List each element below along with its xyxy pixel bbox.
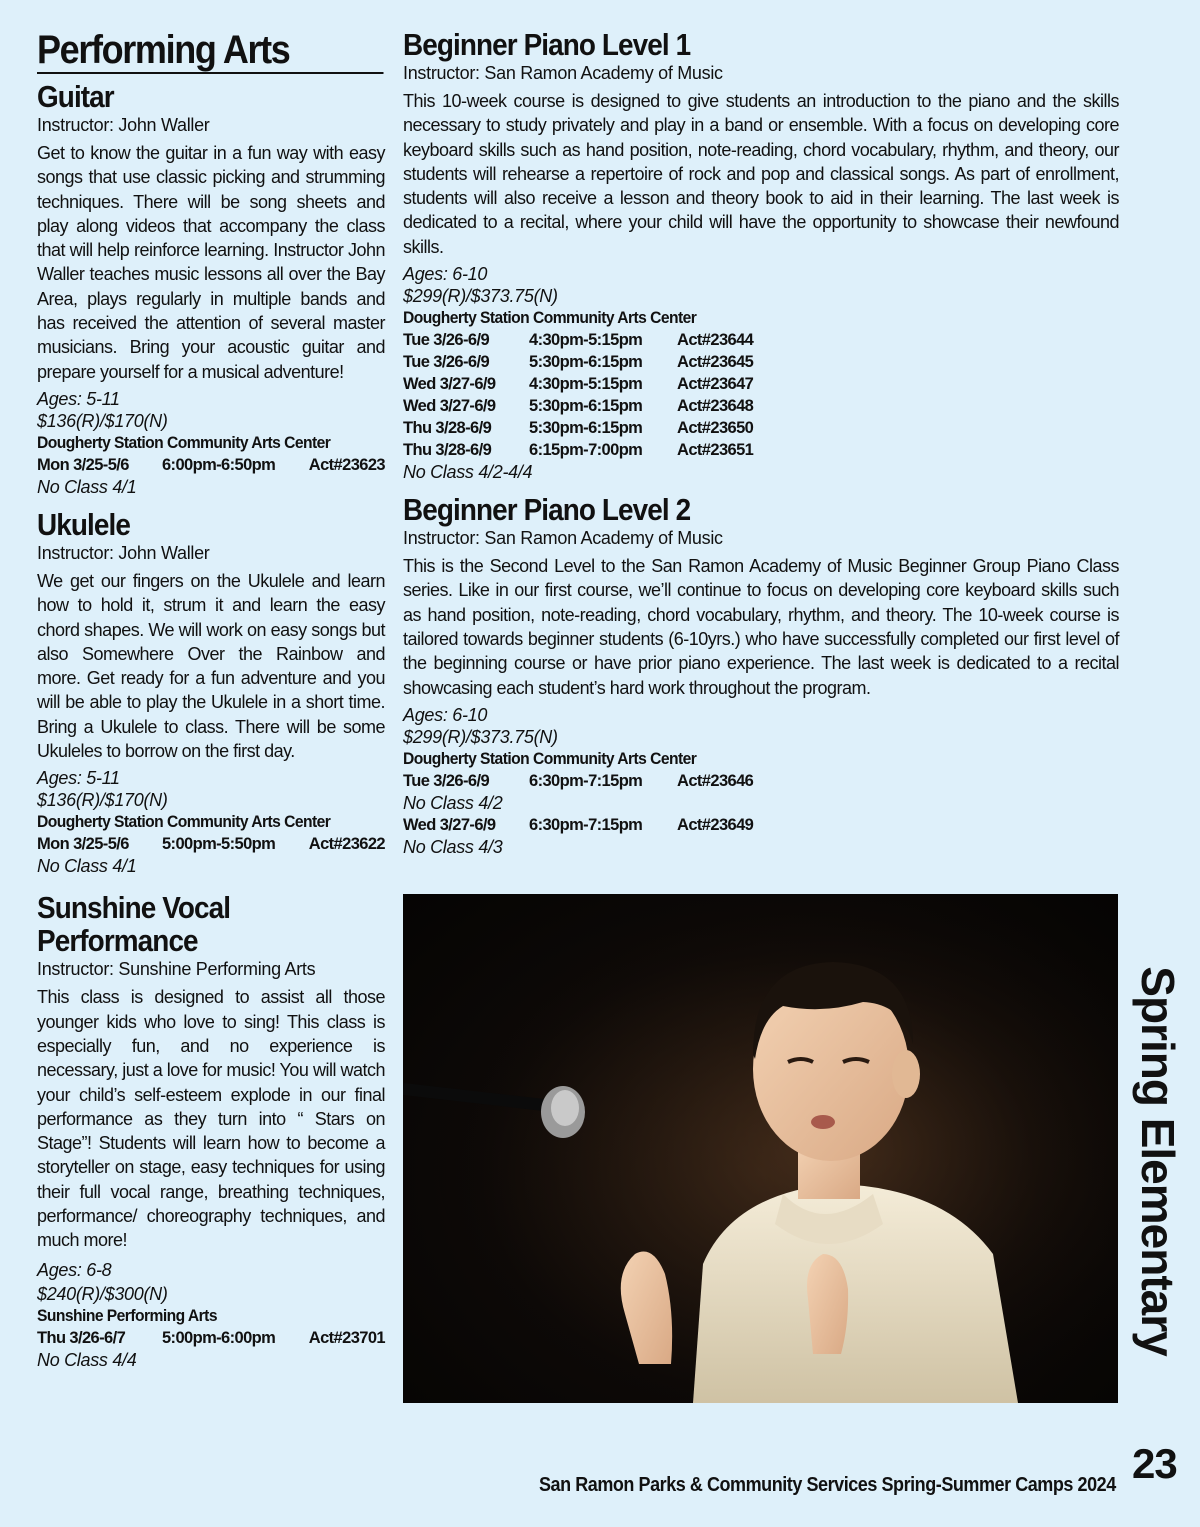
session-row xyxy=(403,395,1119,417)
course-price: $136(R)/$170(N) xyxy=(37,790,168,811)
ear xyxy=(892,1050,920,1098)
mic-highlight xyxy=(551,1090,579,1126)
session-act-number: Act#23645 xyxy=(677,353,754,372)
course-location: Dougherty Station Community Arts Center xyxy=(37,812,331,832)
left-column xyxy=(37,28,385,1377)
course-instructor: Instructor: John Waller xyxy=(37,542,210,563)
session-act-number: Act#23648 xyxy=(677,397,754,416)
session-time: 5:30pm-6:15pm xyxy=(529,397,643,416)
course-instructor: Instructor: Sunshine Performing Arts xyxy=(37,959,316,980)
right-column xyxy=(403,28,1119,864)
course-price: $240(R)/$300(N) xyxy=(37,1283,168,1304)
session-date: Mon 3/25-5/6 xyxy=(37,455,129,474)
course-title: Ukulele xyxy=(37,506,130,542)
session-row xyxy=(403,439,1119,461)
no-class-note: No Class 4/4 xyxy=(37,1349,137,1370)
section-title: Performing Arts xyxy=(37,28,384,74)
session-time: 5:30pm-6:15pm xyxy=(529,353,643,372)
no-class-note: No Class 4/1 xyxy=(37,856,137,877)
photo-illustration xyxy=(403,894,1118,1403)
course-ages: Ages: 6-10 xyxy=(403,704,488,725)
session-time: 4:30pm-5:15pm xyxy=(529,375,643,394)
course-description: This is the Second Level to the San Ramon Academy of Music Beginner Group Piano Class series. Like in our first course, we’ll continue to focus on developing core keyboard skills such as hand position, note-reading, chord vocabulary, rhythm, and theory. The 10-week course is tailored towards beginner students (6-10yrs.) who have successfully completed our first level of the beginning course or have prior piano experience. The last week is dedicated to a recital showcasing each student’s hard work throughout the program. xyxy=(403,556,1119,698)
session-act-number: Act#23622 xyxy=(308,835,385,854)
session-time: 4:30pm-5:15pm xyxy=(529,331,643,350)
course-title: Guitar xyxy=(37,79,114,114)
session-date: Thu 3/26-6/7 xyxy=(37,1328,126,1347)
right-hand xyxy=(807,1254,848,1354)
session-date: Thu 3/28-6/9 xyxy=(403,441,492,460)
session-date: Tue 3/26-6/9 xyxy=(403,771,490,790)
side-tab xyxy=(1128,948,1188,1373)
course-location: Dougherty Station Community Arts Center xyxy=(37,432,331,452)
session-time: 6:00pm-6:50pm xyxy=(161,455,276,474)
course-guitar xyxy=(37,80,385,498)
session-row xyxy=(37,833,385,855)
course-beginner-piano-1 xyxy=(403,28,1119,483)
course-instructor: Instructor: John Waller xyxy=(37,115,210,135)
session-time: 6:30pm-7:15pm xyxy=(529,815,643,834)
session-row xyxy=(403,417,1119,439)
session-act-number: Act#23651 xyxy=(677,441,754,460)
course-location: Sunshine Performing Arts xyxy=(37,1305,217,1325)
no-class-note: No Class 4/2 xyxy=(403,792,503,813)
boy-singing-photo xyxy=(403,894,1118,1403)
course-sunshine-vocal xyxy=(37,891,385,1370)
session-row xyxy=(403,373,1119,395)
course-title: Sunshine Vocal Performance xyxy=(37,890,231,959)
session-row xyxy=(37,454,385,476)
course-ages: Ages: 5-11 xyxy=(37,388,120,409)
footer-text: San Ramon Parks & Community Services Spring-Summer Camps 2024 xyxy=(539,1474,1116,1496)
session-act-number: Act#23644 xyxy=(677,331,754,350)
course-instructor: Instructor: San Ramon Academy of Music xyxy=(403,528,723,549)
session-time: 5:30pm-6:15pm xyxy=(529,419,643,438)
session-act-number: Act#23649 xyxy=(677,815,754,834)
session-act-number: Act#23650 xyxy=(677,419,754,438)
session-date: Wed 3/27-6/9 xyxy=(403,375,496,394)
session-row xyxy=(37,1327,385,1349)
course-location: Dougherty Station Community Arts Center xyxy=(403,748,697,768)
session-date: Wed 3/27-6/9 xyxy=(403,815,496,834)
course-instructor: Instructor: San Ramon Academy of Music xyxy=(403,63,723,83)
course-location: Dougherty Station Community Arts Center xyxy=(403,308,697,328)
course-ukulele xyxy=(37,508,385,877)
course-price: $136(R)/$170(N) xyxy=(37,410,168,431)
course-description: This class is designed to assist all those younger kids who love to sing! This class is especially fun, and no experience is necessary, just a love for music! You will watch your child’s self-esteem explode in our final performance as they turn into “ Stars on Stage”! Students will learn how to become a storyteller on stage, easy techniques for using their full vocal range, breathing techniques, performance/ choreography techniques, and much more! xyxy=(37,987,385,1251)
no-class-note: No Class 4/1 xyxy=(37,476,137,497)
mouth xyxy=(811,1115,835,1129)
session-row xyxy=(403,329,1119,351)
session-row xyxy=(403,814,1119,836)
course-beginner-piano-2 xyxy=(403,493,1119,858)
session-date: Wed 3/27-6/9 xyxy=(403,397,496,416)
course-price: $299(R)/$373.75(N) xyxy=(403,286,558,307)
course-description: Get to know the guitar in a fun way with easy songs that use classic picking and strumming techniques. There will be song sheets and play along videos that accompany the class that will help reinforce learning. Instructor John Waller teaches music lessons all over the Bay Area, plays regularly in multiple bands and has received the attention of several master musicians. Bring your acoustic guitar and prepare yourself for a musical adventure! xyxy=(37,143,385,382)
course-ages: Ages: 6-8 xyxy=(37,1259,112,1280)
session-time: 5:00pm-6:00pm xyxy=(161,1328,276,1347)
session-date: Mon 3/25-5/6 xyxy=(37,835,129,854)
session-act-number: Act#23646 xyxy=(677,771,754,790)
session-date: Thu 3/28-6/9 xyxy=(403,419,492,438)
session-act-number: Act#23623 xyxy=(308,455,385,474)
session-date: Tue 3/26-6/9 xyxy=(403,353,490,372)
session-act-number: Act#23701 xyxy=(308,1328,385,1347)
no-class-note: No Class 4/2-4/4 xyxy=(403,462,533,483)
session-time: 6:30pm-7:15pm xyxy=(529,771,643,790)
session-row xyxy=(403,770,1119,792)
course-title: Beginner Piano Level 1 xyxy=(403,27,691,62)
course-description: We get our fingers on the Ukulele and learn how to hold it, strum it and learn the easy chord shapes. We will work on easy songs but also Somewhere Over the Rainbow and more. Get ready for a fun adventure and you will be able to play the Ukulele in a short time. Bring a Ukulele to class. There will be some Ukuleles to borrow on the first day. xyxy=(37,570,385,762)
side-tab-label: Spring Elementary xyxy=(1132,965,1184,1356)
course-price: $299(R)/$373.75(N) xyxy=(403,726,558,747)
no-class-note: No Class 4/3 xyxy=(403,836,503,857)
course-title: Beginner Piano Level 2 xyxy=(403,492,691,528)
course-ages: Ages: 6-10 xyxy=(403,264,488,285)
session-row xyxy=(403,351,1119,373)
session-time: 5:00pm-5:50pm xyxy=(161,835,276,854)
session-time: 6:15pm-7:00pm xyxy=(529,441,643,460)
page-number: 23 xyxy=(1132,1440,1177,1487)
session-act-number: Act#23647 xyxy=(677,375,754,394)
course-ages: Ages: 5-11 xyxy=(37,768,120,789)
course-description: This 10-week course is designed to give students an introduction to the piano and the skills necessary to study privately and play in a band or ensemble. With a focus on developing core keyboard skills such as hand position, note-reading, chord vocabulary, rhythm, and theory, our students will rehearse a repertoire of rock and pop and classical songs. As part of enrollment, students will also receive a lesson and theory book to aid in their learning. The last week is dedicated to a recital, where your child will have the opportunity to showcase their newfound skills. xyxy=(403,91,1119,257)
session-date: Tue 3/26-6/9 xyxy=(403,331,490,350)
